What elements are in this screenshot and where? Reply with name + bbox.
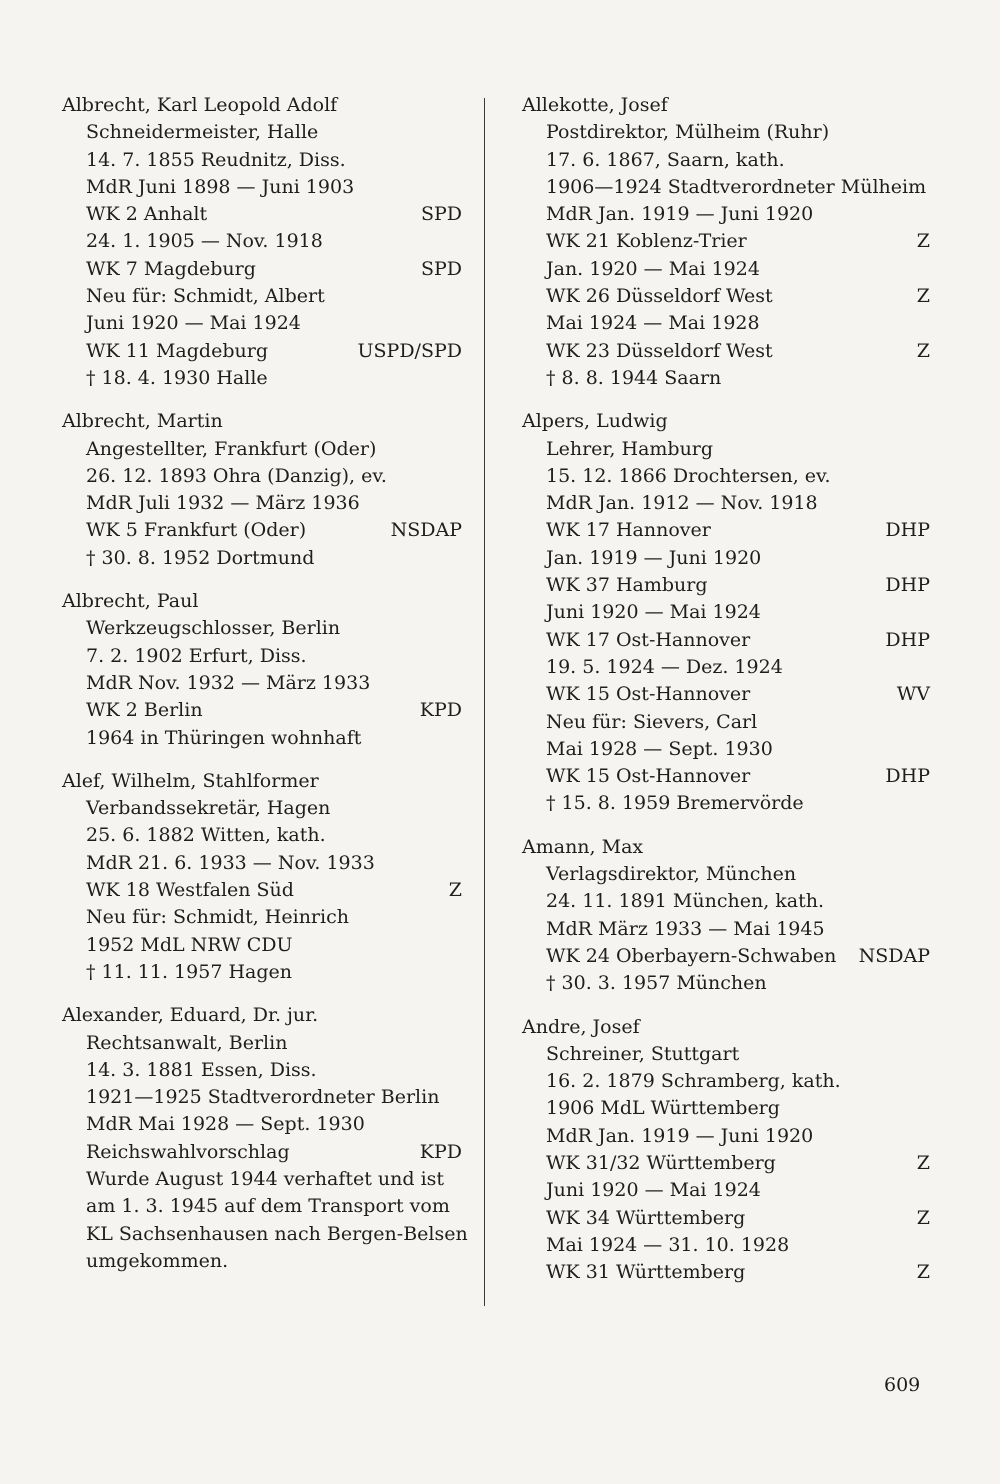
entry-detail-line [62, 545, 462, 572]
entry-detail-line [522, 1041, 930, 1068]
entry-detail-line [522, 943, 930, 970]
party-label: Z [916, 1151, 930, 1174]
entry-detail-line [62, 147, 462, 174]
entry-detail-line [62, 310, 462, 337]
entry-detail-line [62, 119, 462, 146]
entry-text: Jan. 1920 — Mai 1924 [546, 257, 760, 280]
entry-detail-line [522, 1068, 930, 1095]
entry-detail-line [522, 1095, 930, 1122]
entry-detail-line [62, 463, 462, 490]
party-label: DHP [885, 765, 930, 788]
entry-detail-line [522, 681, 930, 708]
entry-text: Verlagsdirektor, München [546, 863, 797, 886]
entry-text: MdR Jan. 1919 — Juni 1920 [546, 203, 814, 226]
entry-text: † 15. 8. 1959 Bremervörde [546, 792, 804, 815]
entry-text: WK 17 Ost-Hannover [546, 628, 751, 651]
entry-name: Allekotte, Josef [522, 94, 668, 116]
entry-text: Verbandssekretär, Hagen [86, 797, 331, 820]
entry-name: Alexander, Eduard, Dr. jur. [62, 1004, 319, 1027]
entry-name-line [62, 408, 462, 435]
entry-detail-line [62, 1248, 462, 1275]
party-label: NSDAP [858, 944, 930, 967]
entry-detail-line [522, 599, 930, 626]
entry-detail-line [62, 1193, 462, 1220]
entry-name-line [62, 1002, 462, 1029]
entry-text: † 11. 11. 1957 Hagen [86, 960, 292, 983]
biography-entry [522, 834, 930, 998]
entry-detail-line [62, 436, 462, 463]
entry-detail-line [62, 904, 462, 931]
party-label: WV [896, 683, 930, 706]
entry-detail-line [522, 1232, 930, 1259]
entry-text: KL Sachsenhausen nach Bergen-Belsen [86, 1222, 468, 1245]
entry-text: WK 34 Württemberg [546, 1206, 746, 1229]
entry-text: WK 2 Anhalt [86, 203, 208, 226]
party-label: KPD [419, 1140, 462, 1163]
party-label: DHP [885, 574, 930, 597]
party-label: SPD [420, 203, 462, 226]
entry-detail-line [62, 1166, 462, 1193]
entry-detail-line [62, 490, 462, 517]
entry-detail-line [62, 228, 462, 255]
entry-name-line [522, 408, 930, 435]
entry-text: † 8. 8. 1944 Saarn [546, 366, 722, 389]
entry-text: WK 17 Hannover [546, 519, 711, 542]
entry-text: Neu für: Schmidt, Albert [86, 285, 325, 308]
entry-detail-line [62, 959, 462, 986]
party-label: USPD/SPD [357, 339, 462, 362]
entry-detail-line [522, 365, 930, 392]
entry-text: WK 31/32 Württemberg [546, 1151, 776, 1174]
entry-detail-line [522, 970, 930, 997]
entry-detail-line [62, 822, 462, 849]
entry-detail-line [62, 877, 462, 904]
entry-detail-line [62, 256, 462, 283]
entry-detail-line [62, 1221, 468, 1248]
entry-detail-line [522, 517, 930, 544]
entry-detail-line [522, 463, 930, 490]
entry-text: WK 15 Ost-Hannover [546, 765, 751, 788]
party-label: SPD [420, 257, 462, 280]
entry-text: 1921—1925 Stadtverordneter Berlin [86, 1086, 440, 1109]
entry-text: Rechtsanwalt, Berlin [86, 1031, 288, 1054]
entry-detail-line [62, 615, 462, 642]
entry-text: WK 18 Westfalen Süd [86, 879, 294, 902]
entry-detail-line [522, 310, 930, 337]
entry-name-line [62, 768, 462, 795]
entry-text: WK 21 Koblenz-Trier [546, 230, 747, 253]
entry-detail-line [522, 654, 930, 681]
entry-text: 14. 7. 1855 Reudnitz, Diss. [86, 148, 346, 171]
entry-text: 1952 MdL NRW CDU [86, 933, 293, 956]
entry-detail-line [522, 338, 930, 365]
entry-text: 1906 MdL Württemberg [546, 1097, 780, 1120]
entry-detail-line [522, 790, 930, 817]
entry-text: umgekommen. [86, 1249, 229, 1272]
entry-text: 26. 12. 1893 Ohra (Danzig), ev. [86, 464, 387, 487]
entry-name: Albrecht, Paul [62, 590, 199, 613]
entry-text: 24. 11. 1891 München, kath. [546, 890, 825, 913]
entry-detail-line [522, 888, 930, 915]
entry-text: Angestellter, Frankfurt (Oder) [86, 437, 377, 460]
entry-detail-line [62, 932, 462, 959]
entry-text: MdR März 1933 — Mai 1945 [546, 917, 825, 940]
biography-entry [522, 408, 930, 817]
entry-text: Postdirektor, Mülheim (Ruhr) [546, 121, 830, 144]
entry-text: Werkzeugschlosser, Berlin [86, 617, 341, 640]
entry-text: WK 2 Berlin [86, 699, 203, 722]
party-label: NSDAP [390, 519, 462, 542]
entry-text: Mai 1928 — Sept. 1930 [546, 737, 773, 760]
entry-name-line [522, 1014, 930, 1041]
entry-text: 14. 3. 1881 Essen, Diss. [86, 1058, 317, 1081]
entry-detail-line [522, 736, 930, 763]
entry-detail-line [62, 697, 462, 724]
entry-detail-line [522, 1259, 930, 1286]
entry-text: MdR Mai 1928 — Sept. 1930 [86, 1113, 365, 1136]
entry-detail-line [522, 763, 930, 790]
entry-text: WK 5 Frankfurt (Oder) [86, 519, 307, 542]
party-label: DHP [885, 519, 930, 542]
biography-entry [522, 92, 930, 392]
party-label: KPD [419, 699, 462, 722]
entry-text: Wurde August 1944 verhaftet und ist [86, 1167, 445, 1190]
entry-detail-line [62, 517, 462, 544]
entry-detail-line [62, 1111, 462, 1138]
page-number: 609 [884, 1374, 921, 1396]
entry-detail-line [522, 147, 930, 174]
entry-text: WK 23 Düsseldorf West [546, 339, 773, 362]
biography-entry [522, 1014, 930, 1287]
entry-detail-line [522, 201, 930, 228]
entry-text: 7. 2. 1902 Erfurt, Diss. [86, 644, 307, 667]
entry-detail-line [522, 861, 930, 888]
biography-entry [62, 768, 462, 986]
entry-text: WK 11 Magdeburg [86, 339, 268, 362]
entry-text: Lehrer, Hamburg [546, 437, 714, 460]
entry-name: Albrecht, Martin [62, 410, 223, 433]
party-label: Z [916, 339, 930, 362]
entry-detail-line [522, 916, 930, 943]
column-divider [484, 98, 485, 1306]
entry-text: Neu für: Schmidt, Heinrich [86, 906, 349, 929]
biography-entry [62, 408, 462, 572]
party-label: Z [916, 1206, 930, 1229]
entry-text: 17. 6. 1867, Saarn, kath. [546, 148, 785, 171]
party-label: Z [916, 230, 930, 253]
entry-detail-line [522, 709, 930, 736]
entry-detail-line [522, 228, 930, 255]
entry-name-line [522, 834, 930, 861]
entry-detail-line [62, 1139, 462, 1166]
entry-detail-line [62, 725, 462, 752]
entry-text: MdR Jan. 1912 — Nov. 1918 [546, 492, 818, 515]
left-column [62, 92, 468, 1291]
entry-text: 19. 5. 1924 — Dez. 1924 [546, 655, 783, 678]
entry-name-line [522, 92, 930, 119]
entry-detail-line [62, 338, 462, 365]
entry-text: 15. 12. 1866 Drochtersen, ev. [546, 464, 831, 487]
entry-text: † 18. 4. 1930 Halle [86, 366, 268, 389]
entry-text: 1906—1924 Stadtverordneter Mülheim [546, 175, 927, 198]
entry-text: Mai 1924 — 31. 10. 1928 [546, 1233, 790, 1256]
entry-detail-line [522, 256, 930, 283]
entry-detail-line [62, 1057, 462, 1084]
entry-detail-line [522, 490, 930, 517]
entry-text: MdR Nov. 1932 — März 1933 [86, 671, 371, 694]
entry-detail-line [522, 545, 930, 572]
entry-detail-line [522, 627, 930, 654]
biography-entry [62, 1002, 468, 1275]
entry-name-line [62, 92, 462, 119]
entry-name: Alef, Wilhelm, Stahlformer [62, 769, 319, 792]
entry-text: 25. 6. 1882 Witten, kath. [86, 824, 326, 847]
entry-detail-line [522, 1123, 930, 1150]
entry-detail-line [522, 572, 930, 599]
entry-text: WK 15 Ost-Hannover [546, 683, 751, 706]
biography-entry [62, 92, 462, 392]
right-column [522, 92, 930, 1302]
entry-text: Jan. 1919 — Juni 1920 [546, 546, 762, 569]
entry-detail-line [62, 1030, 462, 1057]
entry-detail-line [62, 201, 462, 228]
entry-name: Andre, Josef [522, 1015, 640, 1038]
entry-detail-line [62, 795, 462, 822]
entry-text: am 1. 3. 1945 auf dem Transport vom [86, 1195, 450, 1218]
entry-text: WK 24 Oberbayern-Schwaben [546, 944, 837, 967]
entry-text: Juni 1920 — Mai 1924 [86, 312, 301, 335]
entry-detail-line [62, 643, 462, 670]
entry-name: Amann, Max [522, 835, 644, 858]
entry-text: Schreiner, Stuttgart [546, 1042, 740, 1065]
entry-text: WK 37 Hamburg [546, 574, 708, 597]
entry-detail-line [62, 1084, 462, 1111]
entry-detail-line [522, 1177, 930, 1204]
entry-text: Schneidermeister, Halle [86, 121, 319, 144]
party-label: Z [916, 1261, 930, 1284]
entry-text: MdR Juni 1898 — Juni 1903 [86, 175, 355, 198]
entry-detail-line [62, 283, 462, 310]
party-label: DHP [885, 628, 930, 651]
entry-text: Neu für: Sievers, Carl [546, 710, 758, 733]
entry-text: † 30. 3. 1957 München [546, 972, 767, 995]
party-label: Z [448, 879, 462, 902]
entry-detail-line [522, 436, 930, 463]
entry-name: Alpers, Ludwig [522, 410, 668, 433]
entry-text: MdR Jan. 1919 — Juni 1920 [546, 1124, 814, 1147]
entry-text: 1964 in Thüringen wohnhaft [86, 726, 362, 749]
entry-text: Juni 1920 — Mai 1924 [546, 601, 761, 624]
entry-detail-line [62, 670, 462, 697]
entry-text: † 30. 8. 1952 Dortmund [86, 546, 315, 569]
entry-text: 16. 2. 1879 Schramberg, kath. [546, 1070, 841, 1093]
entry-detail-line [62, 174, 462, 201]
entry-text: Juni 1920 — Mai 1924 [546, 1179, 761, 1202]
entry-detail-line [522, 283, 930, 310]
entry-text: WK 31 Württemberg [546, 1261, 746, 1284]
entry-text: WK 26 Düsseldorf West [546, 285, 773, 308]
entry-detail-line [522, 1150, 930, 1177]
party-label: Z [916, 285, 930, 308]
entry-text: MdR 21. 6. 1933 — Nov. 1933 [86, 851, 375, 874]
entry-text: Mai 1924 — Mai 1928 [546, 312, 760, 335]
entry-detail-line [62, 850, 462, 877]
entry-detail-line [522, 119, 930, 146]
entry-text: Reichswahlvorschlag [86, 1140, 290, 1163]
entry-text: 24. 1. 1905 — Nov. 1918 [86, 230, 323, 253]
entry-detail-line [62, 365, 462, 392]
entry-detail-line [522, 174, 930, 201]
biography-entry [62, 588, 462, 752]
entry-text: MdR Juli 1932 — März 1936 [86, 492, 360, 515]
entry-detail-line [522, 1205, 930, 1232]
entry-text: WK 7 Magdeburg [86, 257, 256, 280]
entry-name: Albrecht, Karl Leopold Adolf [62, 94, 338, 116]
entry-name-line [62, 588, 462, 615]
